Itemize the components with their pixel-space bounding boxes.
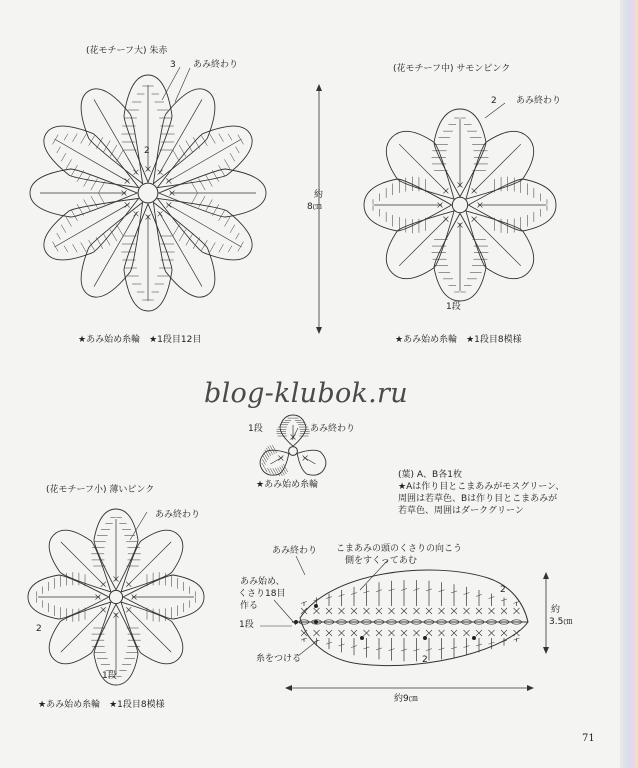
flower-motif-large-chart <box>30 75 266 311</box>
petal-outline <box>157 198 252 259</box>
leaf-outline <box>300 570 528 666</box>
motif-small-title: (花モチーフ小) 薄いピンク <box>46 485 155 495</box>
size-dimension-line-leaf-width <box>285 685 534 691</box>
motif-medium-caption: ★あみ始め糸輪 ★1段目8模様 <box>395 335 522 345</box>
leaf-back-loop-label-1: こまあみの頭のくさりの向こう <box>336 544 463 554</box>
motif-tiny-round1-label: 1段 <box>248 424 263 434</box>
motif-medium-round2-label: 2 <box>491 96 497 106</box>
flower-motif-medium-chart <box>364 109 556 301</box>
leaf-end-label: あみ終わり <box>272 546 318 556</box>
flower-motif-small-chart <box>28 509 204 685</box>
leaf-start-label-1: あみ始め、 <box>240 577 285 587</box>
petal-outline <box>153 89 214 184</box>
leaf-round1-label: 1段 <box>239 620 254 630</box>
leader-lines <box>130 67 505 656</box>
motif-medium-size-prefix: 約 <box>314 190 324 200</box>
petal-outline <box>81 89 142 184</box>
petal-outline <box>44 126 139 187</box>
motif-medium-title: (花モチーフ中) サモンピンク <box>393 64 511 74</box>
book-spine-edge <box>620 0 638 768</box>
petal-outline <box>44 198 139 259</box>
motif-small-end-label: あみ終わり <box>155 510 201 520</box>
leaf-start-label-3: 作る <box>240 601 259 611</box>
leaf-note-line-3: 周囲は若草色、Bは作り目とこまあみが <box>398 494 558 504</box>
motif-large-end-label: あみ終わり <box>193 60 239 70</box>
watermark-text: blog-klubok.ru <box>204 378 408 409</box>
page-number: 71 <box>582 733 595 744</box>
leaf-chart <box>292 570 528 666</box>
leaf-width-label: 約9㎝ <box>394 694 418 704</box>
motif-large-round2-label: 2 <box>144 146 150 156</box>
leaf-start-label-2: くさり18目 <box>238 589 286 599</box>
motif-large-round3-label: 3 <box>170 60 176 70</box>
motif-large-title: (花モチーフ大) 朱赤 <box>86 46 168 56</box>
motif-small-caption: ★あみ始め糸輪 ★1段目8模様 <box>38 700 165 710</box>
motif-medium-end-label: あみ終わり <box>516 96 562 106</box>
petal-outline <box>157 126 252 187</box>
size-dimension-line-leaf-height <box>543 572 549 654</box>
petal-outline <box>153 202 214 297</box>
motif-small-round1-label: 1段 <box>102 671 117 681</box>
petal-outline <box>81 202 142 297</box>
motif-medium-round1-label: 1段 <box>446 302 461 312</box>
motif-tiny-end-label: あみ終わり <box>310 424 356 434</box>
leaf-note-line-4: 若草色、周囲はダークグリーン <box>398 506 524 516</box>
leaf-height-value: 3.5㎝ <box>549 617 573 627</box>
motif-medium-size-value: 8㎝ <box>307 202 322 212</box>
leaf-attach-yarn-label: 糸をつける <box>256 654 302 664</box>
leaf-note-line-2: ★Aは作り目とこまあみがモスグリーン、 <box>398 482 565 492</box>
motif-small-round2-label: 2 <box>36 624 42 634</box>
leaf-note-line-1: (葉) A、B各1枚 <box>398 470 462 480</box>
leaf-round2-label-top: 2 <box>500 585 506 595</box>
petal-outline <box>297 450 326 475</box>
motif-large-caption: ★あみ始め糸輪 ★1段目12目 <box>78 335 202 345</box>
leaf-back-loop-label-2: 側をすくってあむ <box>345 556 417 566</box>
motif-tiny-caption: ★あみ始め糸輪 <box>256 480 319 490</box>
leaf-height-prefix: 約 <box>551 605 561 615</box>
leaf-round2-label-bottom: 2 <box>422 655 428 665</box>
